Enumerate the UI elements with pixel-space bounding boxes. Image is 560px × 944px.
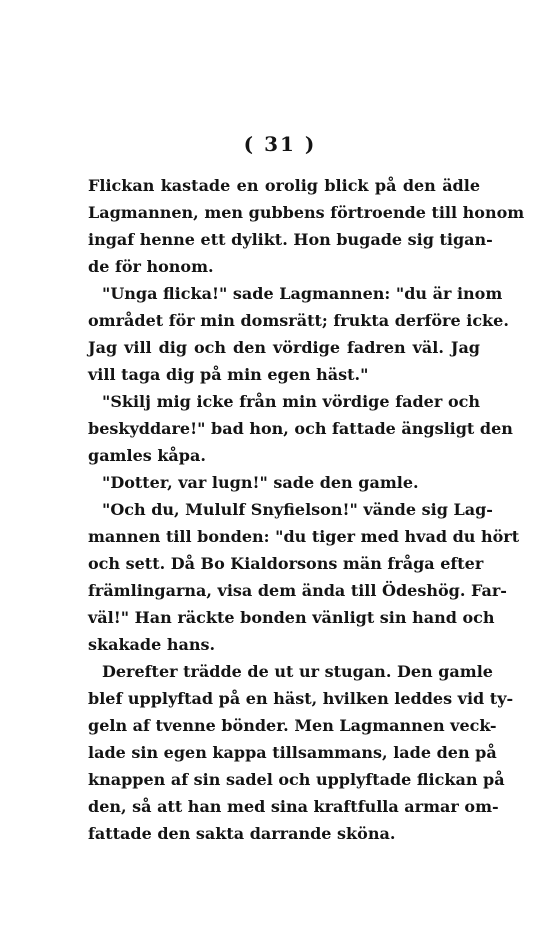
text-line: "Unga flicka!" sade Lagmannen: "du är inom <box>102 284 503 303</box>
text-line: och sett. Då Bo Kialdorsons män fråga efter <box>88 554 484 573</box>
text-line: geln af tvenne bönder. Men Lagmannen veck- <box>88 716 497 735</box>
text-line: området för min domsrätt; frukta derföre icke. <box>88 311 509 330</box>
text-line: Flickan kastade en orolig blick på den ädle <box>88 176 480 195</box>
page-number: ( 31 ) <box>243 132 317 156</box>
text-line: Derefter trädde de ut ur stugan. Den gamle <box>102 662 493 681</box>
body-text <box>88 172 525 847</box>
text-line: knappen af sin sadel och upplyftade flickan på <box>88 770 505 789</box>
text-line: beskyddare!" bad hon, och fattade ängsligt den <box>88 419 513 438</box>
text-line: främlingarna, visa dem ända till Ödeshög. Far- <box>88 581 507 600</box>
text-line: "Skilj mig icke från min vördige fader och <box>102 392 480 411</box>
text-line: skakade hans. <box>88 635 216 654</box>
text-line: vill taga dig på min egen häst." <box>88 365 369 384</box>
text-line: Lagmannen, men gubbens förtroende till honom <box>88 203 525 222</box>
text-line: lade sin egen kappa tillsammans, lade den på <box>88 743 497 762</box>
text-line: fattade den sakta darrande sköna. <box>88 824 396 843</box>
text-line: gamles kåpa. <box>88 446 206 465</box>
text-line: mannen till bonden: "du tiger med hvad du hört <box>88 527 520 546</box>
text-line: väl!" Han räckte bonden vänligt sin hand och <box>88 608 495 627</box>
text-line: de för honom. <box>88 257 214 276</box>
text-line: "Dotter, var lugn!" sade den gamle. <box>102 473 419 492</box>
text-line: blef upplyftad på en häst, hvilken leddes vid ty- <box>88 689 514 708</box>
text-line: den, så att han med sina kraftfulla armar om- <box>88 797 499 816</box>
text-line: ingaf henne ett dylikt. Hon bugade sig tigan- <box>88 230 493 249</box>
text-line: "Och du, Mululf Snyfielson!" vände sig Lag- <box>102 500 493 519</box>
text-line: Jag vill dig och den vördige fadren väl. Jag <box>88 338 480 357</box>
